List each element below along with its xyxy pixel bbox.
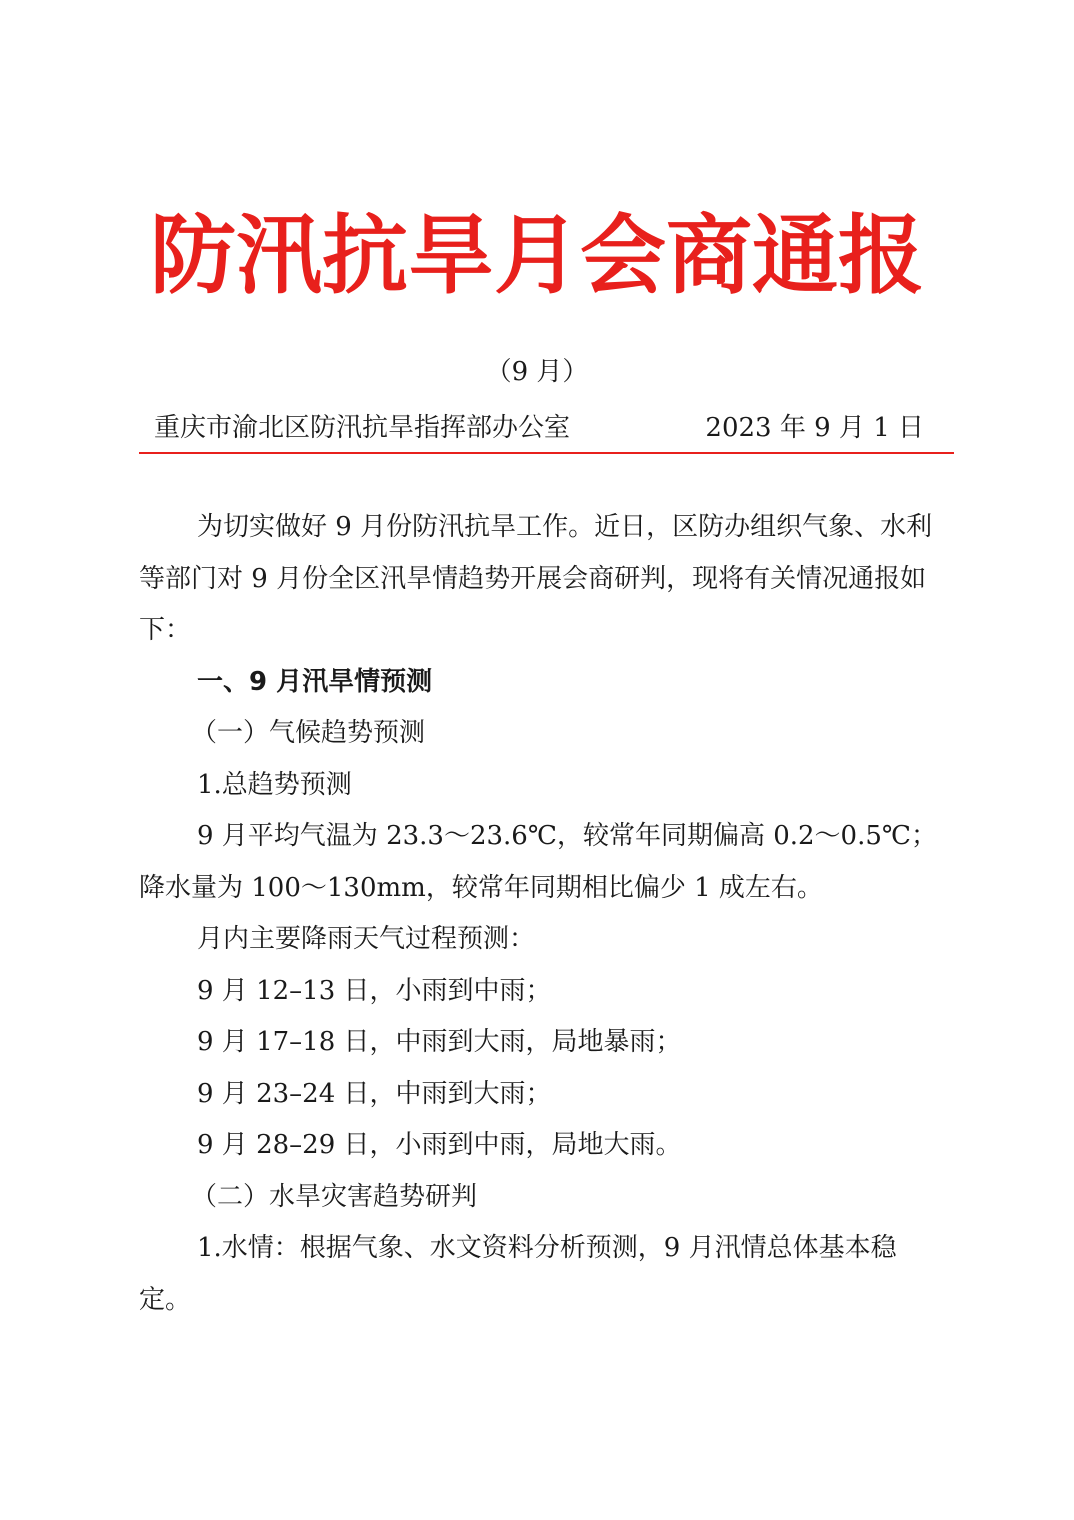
document-title: 防汛抗旱月会商通报 [150, 205, 924, 306]
issue-label: （9 月） [485, 357, 589, 387]
issuer-name: 重庆市渝北区防汛抗旱指挥部办公室 [154, 413, 571, 443]
header-divider [139, 452, 954, 454]
rain-event: 9 月 12–13 日，小雨到中雨； [197, 975, 552, 1006]
subsection-heading: （一）气候趋势预测 [191, 718, 426, 748]
issuer-row [154, 408, 924, 448]
rain-event: 9 月 23–24 日，中雨到大雨； [197, 1078, 552, 1109]
rain-event: 9 月 28–29 日，小雨到中雨，局地大雨。 [197, 1130, 682, 1160]
rain-event: 9 月 17–18 日，中雨到大雨，局地暴雨； [197, 1027, 682, 1057]
subsection-heading: （二）水旱灾害趋势研判 [191, 1181, 478, 1212]
intro-paragraph: 为切实做好 9 月份防汛抗旱工作。近日，区防办组织气象、水利等部门对 9 月份全区汛旱情趋势开展会商研判，现将有关情况通报如下： [139, 512, 933, 645]
section-heading: 一、9 月汛旱情预测 [197, 666, 433, 697]
issue-date: 2023 年 9 月 1 日 [705, 413, 924, 443]
trend-paragraph: 9 月平均气温为 23.3～23.6℃，较常年同期偏高 0.2～0.5℃；降水量为 100～130mm，较常年同期相比偏少 1 成左右。 [139, 821, 937, 903]
rain-intro: 月内主要降雨天气过程预测： [197, 924, 536, 954]
water-paragraph: 1.水情：根据气象、水文资料分析预测，9 月汛情总体基本稳定。 [139, 1233, 897, 1315]
item-heading: 1.总趋势预测 [197, 769, 352, 800]
document-body [139, 502, 939, 1326]
